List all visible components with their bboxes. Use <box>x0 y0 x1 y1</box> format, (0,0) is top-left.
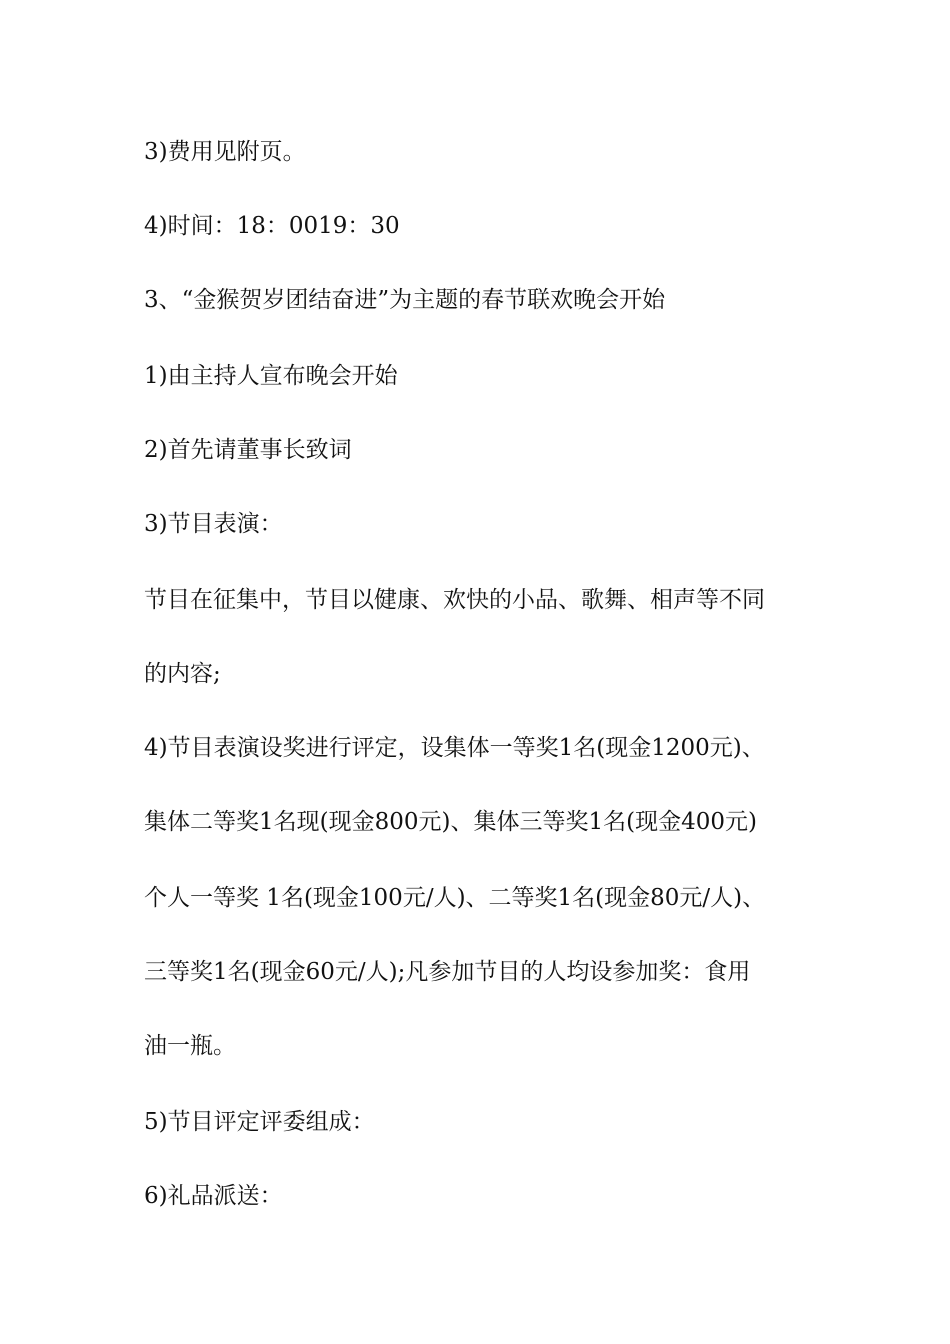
text-line: 6)礼品派送： <box>144 1183 283 1209</box>
text-line: 4)节目表演设奖进行评定，设集体一等奖1名(现金1200元)、 <box>144 735 765 761</box>
text-line: 1)由主持人宣布晚会开始 <box>144 363 398 389</box>
text-line: 集体二等奖1名现(现金800元)、集体三等奖1名(现金400元) <box>144 809 757 835</box>
text-line: 油一瓶。 <box>144 1033 236 1059</box>
text-line: 节目在征集中，节目以健康、欢快的小品、歌舞、相声等不同 <box>144 587 765 613</box>
text-line: 三等奖1名(现金60元/人);凡参加节目的人均设参加奖：食用 <box>144 959 751 985</box>
text-line: 5)节目评定评委组成： <box>144 1109 375 1135</box>
section-heading: 3、“金猴贺岁团结奋进”为主题的春节联欢晚会开始 <box>144 287 666 313</box>
text-line: 2)首先请董事长致词 <box>144 437 352 463</box>
text-line: 3)费用见附页。 <box>144 139 306 165</box>
text-line: 个人一等奖 1名(现金100元/人)、二等奖1名(现金80元/人)、 <box>144 885 766 911</box>
text-line: 4)时间：18：0019：30 <box>144 213 400 239</box>
text-line: 的内容; <box>144 661 221 687</box>
text-line: 3)节目表演： <box>144 511 283 537</box>
